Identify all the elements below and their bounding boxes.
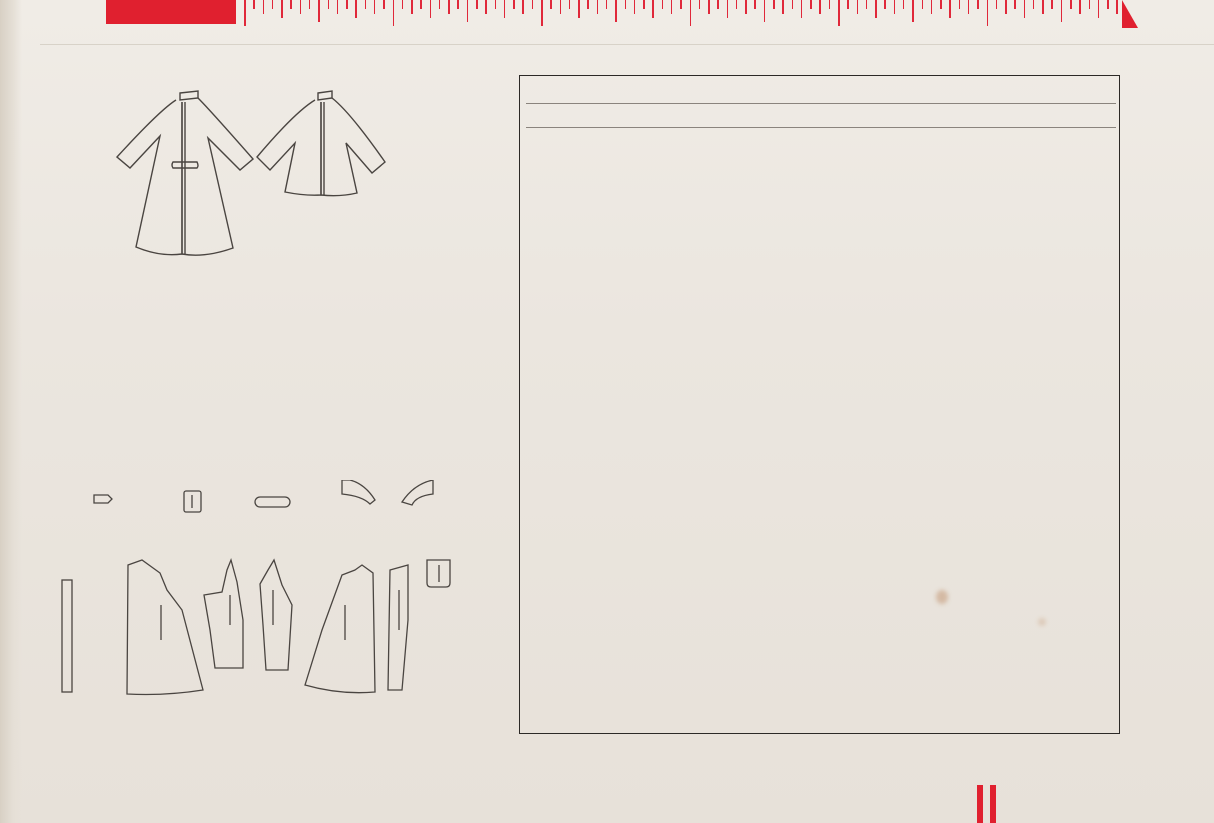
ruler-tick xyxy=(467,0,469,22)
ruler-tick xyxy=(448,0,450,14)
ruler-tick xyxy=(1089,0,1091,9)
ruler-tick xyxy=(810,0,812,9)
ruler-tick xyxy=(987,0,989,26)
ruler-tick xyxy=(253,0,255,9)
ruler-tick xyxy=(922,0,924,9)
ruler-tick xyxy=(393,0,395,26)
ruler-tick xyxy=(476,0,478,9)
ruler-tick xyxy=(764,0,766,22)
pieces-header xyxy=(60,460,84,480)
ruler-tick xyxy=(383,0,385,9)
ruler-tick xyxy=(560,0,562,14)
ruler-tick xyxy=(699,0,701,9)
ruler-tick xyxy=(439,0,441,9)
ruler-tick xyxy=(782,0,784,14)
ruler-tick xyxy=(1024,0,1026,18)
ruler-tick xyxy=(940,0,942,9)
ruler-tick xyxy=(374,0,376,14)
ruler-tick xyxy=(587,0,589,9)
divider xyxy=(526,103,1116,104)
ruler-tick xyxy=(931,0,933,14)
ruler-tick xyxy=(819,0,821,14)
ruler-tick xyxy=(968,0,970,14)
ruler-tick xyxy=(578,0,580,18)
ruler-tick xyxy=(411,0,413,14)
ruler-tick xyxy=(745,0,747,14)
ruler-tick xyxy=(903,0,905,9)
ruler-tick xyxy=(662,0,664,9)
ruler-tick xyxy=(912,0,914,22)
ruler-tick xyxy=(430,0,432,18)
ruler-tick xyxy=(244,0,246,26)
ruler-tick xyxy=(495,0,497,9)
ruler-tick xyxy=(1005,0,1007,14)
ruler-tick xyxy=(272,0,274,9)
ruler-tick xyxy=(829,0,831,9)
ruler-tick xyxy=(736,0,738,9)
ruler-tick xyxy=(754,0,756,9)
ruler-tick xyxy=(949,0,951,18)
ruler-tick xyxy=(337,0,339,14)
ruler-tick xyxy=(773,0,775,9)
ruler-tick xyxy=(541,0,543,26)
ruler-tick xyxy=(1042,0,1044,14)
ruler-tick xyxy=(606,0,608,9)
ruler-tick xyxy=(263,0,265,14)
ruler-tick xyxy=(290,0,292,9)
ruler-tick xyxy=(643,0,645,9)
ruler-tick xyxy=(420,0,422,9)
red-mark-left xyxy=(977,785,983,823)
coat-illustrations xyxy=(100,80,400,280)
ruler-tick xyxy=(300,0,302,14)
stain xyxy=(936,590,948,604)
ruler-tick xyxy=(365,0,367,9)
ruler-tick xyxy=(328,0,330,9)
ruler-tick xyxy=(959,0,961,9)
ruler-tick xyxy=(625,0,627,9)
fold-line xyxy=(40,44,1214,45)
view-1-heading xyxy=(530,133,1116,152)
ruler-tick xyxy=(346,0,348,9)
ruler-tick xyxy=(1116,0,1118,14)
ruler-tick xyxy=(652,0,654,18)
ruler-tick xyxy=(977,0,979,9)
ruler-tick xyxy=(792,0,794,9)
ruler-tick xyxy=(866,0,868,9)
divider xyxy=(526,127,1116,128)
ruler-tick xyxy=(402,0,404,9)
ruler-tick xyxy=(1070,0,1072,9)
ruler-tick xyxy=(1033,0,1035,9)
pattern-pieces-diagram xyxy=(50,480,470,710)
ruler-tick xyxy=(318,0,320,22)
ruler-tick xyxy=(708,0,710,14)
ruler-tick xyxy=(838,0,840,26)
quick-measure-badge xyxy=(106,0,236,24)
ruler-tick xyxy=(634,0,636,14)
ruler-tick xyxy=(717,0,719,9)
ruler-tick xyxy=(550,0,552,9)
ruler-tick xyxy=(1051,0,1053,9)
ruler-tick xyxy=(309,0,311,9)
envelope-edge xyxy=(0,0,22,823)
quick-measure-ruler xyxy=(0,0,1214,34)
ruler-tick xyxy=(597,0,599,14)
red-mark-right xyxy=(990,785,996,823)
ruler-tick xyxy=(457,0,459,9)
ruler-tick xyxy=(671,0,673,14)
ruler-tick xyxy=(522,0,524,14)
sizes-row xyxy=(530,107,1116,126)
ruler-tick xyxy=(615,0,617,22)
yardage-table xyxy=(519,75,1120,734)
ruler-tick xyxy=(1098,0,1100,18)
ruler-tick xyxy=(857,0,859,14)
stain xyxy=(1038,618,1046,626)
ruler-tick xyxy=(690,0,692,26)
ruler-tick xyxy=(532,0,534,9)
ruler-tick xyxy=(847,0,849,9)
ruler-tick xyxy=(1061,0,1063,22)
ruler-tick xyxy=(875,0,877,18)
ruler-tick xyxy=(281,0,283,18)
ruler-tick xyxy=(504,0,506,18)
ruler-tick xyxy=(1014,0,1016,9)
ruler-tick xyxy=(801,0,803,18)
ruler-tick xyxy=(996,0,998,9)
ruler-tick xyxy=(355,0,357,18)
ruler-tick xyxy=(894,0,896,14)
extra-fabric-note xyxy=(530,82,1116,101)
ruler-arrow-icon xyxy=(1122,0,1138,28)
ruler-tick xyxy=(884,0,886,9)
ruler-tick xyxy=(1107,0,1109,9)
ruler-tick xyxy=(513,0,515,9)
ruler-tick xyxy=(485,0,487,14)
ruler-tick xyxy=(1079,0,1081,14)
ruler-tick xyxy=(680,0,682,9)
ruler-tick xyxy=(569,0,571,9)
ruler-tick xyxy=(727,0,729,18)
